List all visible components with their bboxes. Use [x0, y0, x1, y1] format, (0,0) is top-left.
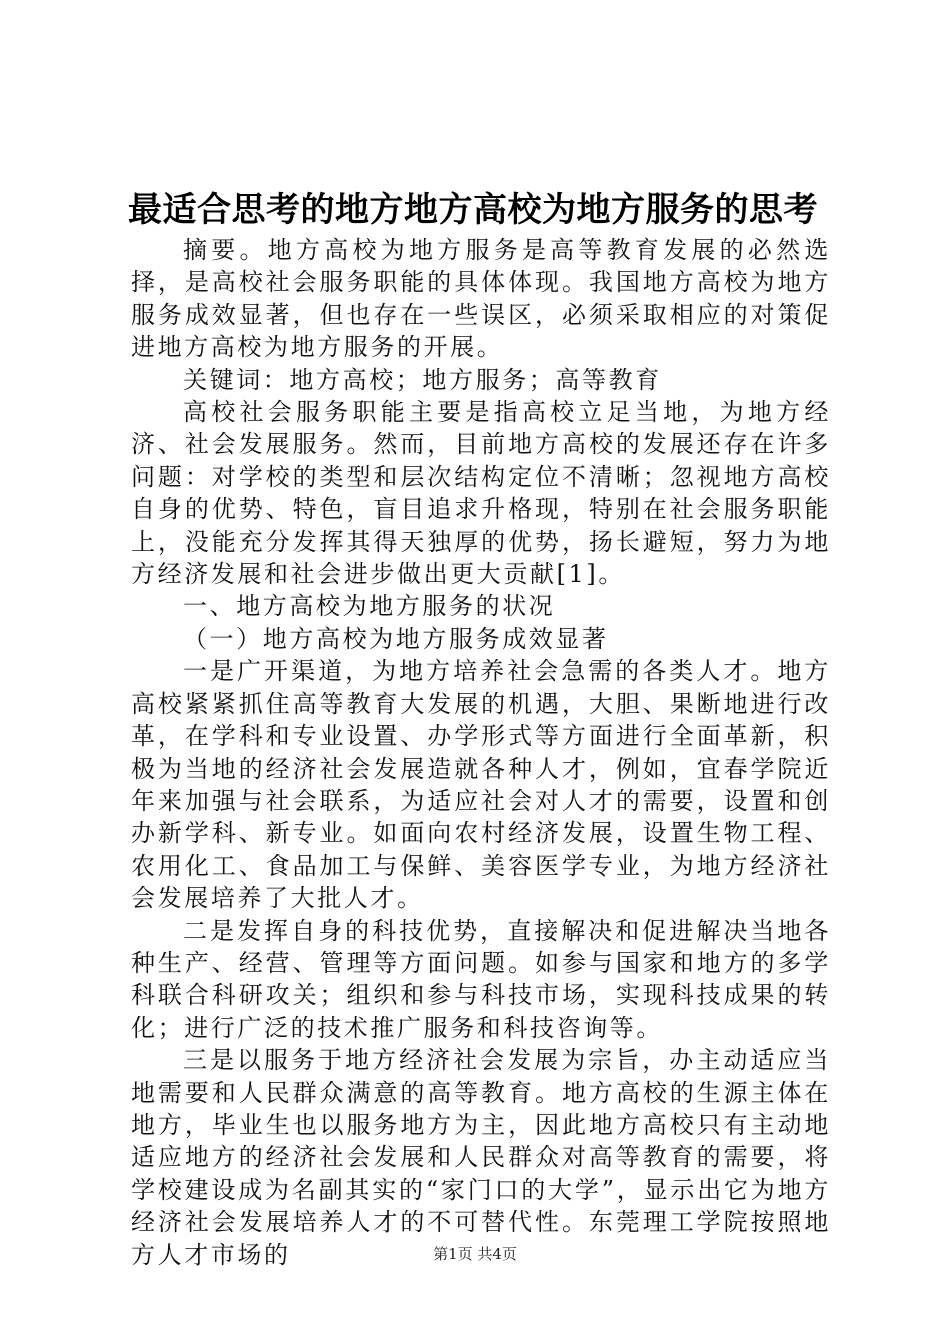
document-title: 最适合思考的地方地方高校为地方服务的思考 [128, 190, 818, 230]
body-paragraph: 二是发挥自身的科技优势，直接解决和促进解决当地各种生产、经营、管理等方面问题。如参与国家和地方的多学科联合科研攻关；组织和参与科技市场，实现科技成果的转化；进行广泛的技术推广服务和科技咨询等。 [131, 916, 831, 1042]
intro-paragraph: 高校社会服务职能主要是指高校立足当地，为地方经济、社会发展服务。然而，目前地方高校的发展还存在许多问题：对学校的类型和层次结构定位不清晰；忽视地方高校自身的优势、特色，盲目追求升格现，特别在社会服务职能上，没能充分发挥其得天独厚的优势，扬长避短，努力为地方经济发展和社会进步做出更大贡献[1]。 [131, 398, 831, 589]
body-paragraph: 一是广开渠道，为地方培养社会急需的各类人才。地方高校紧紧抓住高等教育大发展的机遇，大胆、果断地进行改革，在学科和专业设置、办学形式等方面进行全面革新，积极为当地的经济社会发展造就各种人才，例如，宜春学院近年来加强与社会联系，为适应社会对人才的需要，设置和创办新学科、新专业。如面向农村经济发展，设置生物工程、农用化工、食品加工与保鲜、美容医学专业，为地方经济社会发展培养了大批人才。 [131, 657, 831, 913]
abstract-paragraph: 摘要。地方高校为地方服务是高等教育发展的必然选择，是高校社会服务职能的具体体现。我国地方高校为地方服务成效显著，但也存在一些误区，必须采取相应的对策促进地方高校为地方服务的开展。 [131, 236, 831, 362]
document-body [131, 234, 831, 1271]
keywords-paragraph: 关键词：地方高校；地方服务；高等教育 [183, 365, 662, 394]
subsection-heading: （一）地方高校为地方服务成效显著 [183, 624, 609, 653]
body-paragraph: 三是以服务于地方经济社会发展为宗旨，办主动适应当地需要和人民群众满意的高等教育。地方高校的生源主体在地方，毕业生也以服务地方为主，因此地方高校只有主动地适应地方的经济社会发展和人民群众对高等教育的需要，将学校建设成为名副其实的“家门口的大学”，显示出它为地方经济社会发展培养人才的不可替代性。东莞理工学院按照地方人才市场的 [131, 1046, 831, 1269]
page-footer: 第1页 共4页 [433, 1245, 517, 1263]
section-heading: 一、地方高校为地方服务的状况 [183, 592, 556, 621]
